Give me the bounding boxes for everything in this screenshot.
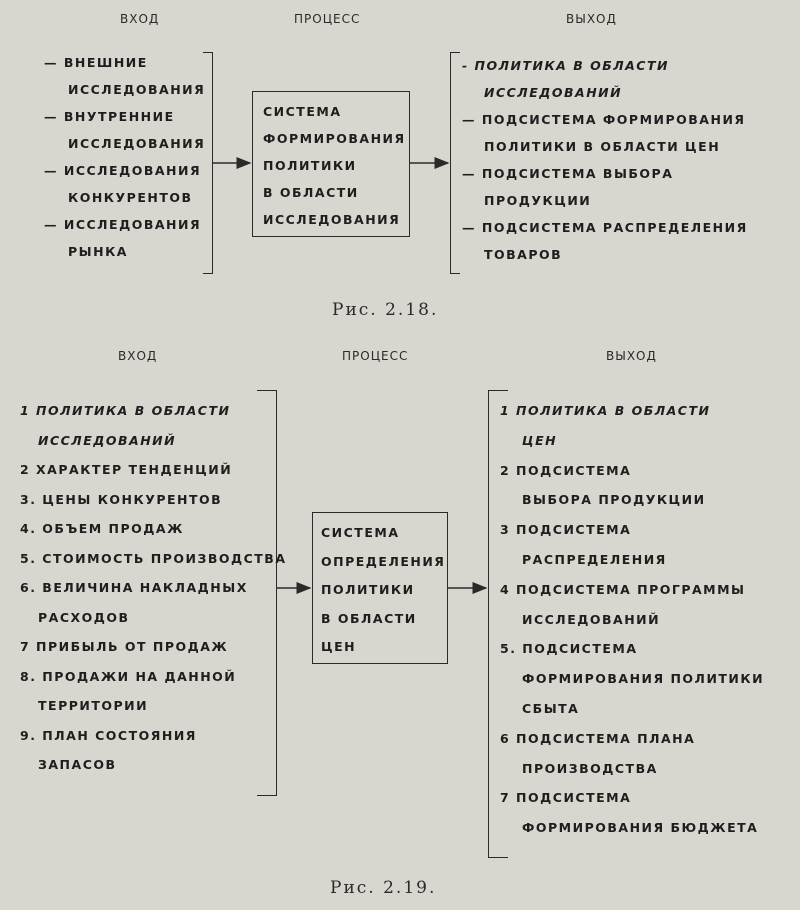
list-item: 5. ПОДСИСТЕМА	[500, 641, 638, 657]
list-item: ВЫБОРА ПРОДУКЦИИ	[522, 492, 706, 508]
list-item: — ПОДСИСТЕМА ФОРМИРОВАНИЯ	[462, 112, 746, 127]
figure-2-19	[0, 340, 800, 910]
list-item: — ВНЕШНИЕ	[44, 55, 148, 70]
list-item: — ИССЛЕДОВАНИЯ	[44, 217, 202, 232]
list-item: — ПОДСИСТЕМА РАСПРЕДЕЛЕНИЯ	[462, 220, 748, 235]
process-line: СИСТЕМА	[263, 104, 342, 119]
fig2-process-header: ПРОЦЕСС	[342, 349, 409, 363]
list-item: 6 ПОДСИСТЕМА ПЛАНА	[500, 730, 696, 746]
list-item: ТЕРРИТОРИИ	[38, 698, 149, 713]
list-item: РАСХОДОВ	[38, 609, 130, 625]
process-line: ФОРМИРОВАНИЯ	[263, 131, 406, 146]
list-item: 3. ЦЕНЫ КОНКУРЕНТОВ	[20, 491, 223, 507]
list-item: ФОРМИРОВАНИЯ ПОЛИТИКИ	[522, 671, 765, 687]
list-item: КОНКУРЕНТОВ	[68, 190, 193, 205]
list-item: ИССЛЕДОВАНИЙ	[522, 611, 661, 627]
process-line: В ОБЛАСТИ	[263, 185, 359, 200]
list-item: ФОРМИРОВАНИЯ БЮДЖЕТА	[522, 820, 759, 836]
process-line: ИССЛЕДОВАНИЯ	[263, 212, 401, 227]
process-line: ПОЛИТИКИ	[321, 582, 415, 597]
list-item: 4 ПОДСИСТЕМА ПРОГРАММЫ	[500, 581, 746, 597]
list-item: - ПОЛИТИКА В ОБЛАСТИ	[462, 58, 669, 73]
process-line: ЦЕН	[321, 639, 357, 654]
list-item: ЦЕН	[522, 432, 558, 448]
list-item: — ИССЛЕДОВАНИЯ	[44, 163, 202, 178]
list-item: 2 ХАРАКТЕР ТЕНДЕНЦИЙ	[20, 462, 233, 477]
list-item: ПОЛИТИКИ В ОБЛАСТИ ЦЕН	[484, 139, 721, 154]
list-item: 2 ПОДСИСТЕМА	[500, 462, 632, 478]
list-item: ЗАПАСОВ	[38, 757, 117, 772]
list-item: ИССЛЕДОВАНИЙ	[484, 85, 623, 100]
list-item: 5. СТОИМОСТЬ ПРОИЗВОДСТВА	[20, 550, 287, 566]
fig1-caption: Рис. 2.18.	[332, 300, 439, 320]
fig1-arrows	[0, 0, 800, 340]
list-item: 4. ОБЪЕМ ПРОДАЖ	[20, 521, 184, 536]
list-item: ПРОДУКЦИИ	[484, 193, 592, 208]
figure-2-18	[0, 0, 800, 340]
list-item: 1 ПОЛИТИКА В ОБЛАСТИ	[20, 403, 231, 418]
fig2-input-header: ВХОД	[118, 349, 158, 363]
list-item: ИССЛЕДОВАНИЯ	[68, 82, 206, 97]
fig1-process-header: ПРОЦЕСС	[294, 12, 361, 26]
list-item: СБЫТА	[522, 700, 580, 716]
list-item: 6. ВЕЛИЧИНА НАКЛАДНЫХ	[20, 580, 248, 595]
list-item: 7 ПОДСИСТЕМА	[500, 790, 632, 806]
fig2-output-header: ВЫХОД	[606, 349, 657, 363]
list-item: 3 ПОДСИСТЕМА	[500, 522, 632, 538]
list-item: 9. ПЛАН СОСТОЯНИЯ	[20, 727, 197, 743]
list-item: ИССЛЕДОВАНИЯ	[68, 136, 206, 151]
fig2-arrows	[0, 340, 800, 910]
list-item: 7 ПРИБЫЛЬ ОТ ПРОДАЖ	[20, 639, 229, 654]
list-item: 1 ПОЛИТИКА В ОБЛАСТИ	[500, 403, 711, 418]
list-item: ТОВАРОВ	[484, 247, 563, 262]
process-line: СИСТЕМА	[321, 525, 400, 540]
list-item: РЫНКА	[68, 244, 128, 259]
list-item: ИССЛЕДОВАНИЙ	[38, 432, 177, 448]
list-item: ПРОИЗВОДСТВА	[522, 760, 658, 776]
process-line: ОПРЕДЕЛЕНИЯ	[321, 553, 446, 569]
list-item: 8. ПРОДАЖИ НА ДАННОЙ	[20, 668, 237, 684]
list-item: РАСПРЕДЕЛЕНИЯ	[522, 551, 667, 567]
list-item: — ВНУТРЕННИЕ	[44, 109, 175, 124]
fig1-output-header: ВЫХОД	[566, 12, 617, 26]
fig1-input-header: ВХОД	[120, 12, 160, 26]
list-item: — ПОДСИСТЕМА ВЫБОРА	[462, 166, 674, 181]
fig2-caption: Рис. 2.19.	[330, 878, 437, 898]
process-line: ПОЛИТИКИ	[263, 158, 357, 173]
process-line: В ОБЛАСТИ	[321, 610, 417, 626]
